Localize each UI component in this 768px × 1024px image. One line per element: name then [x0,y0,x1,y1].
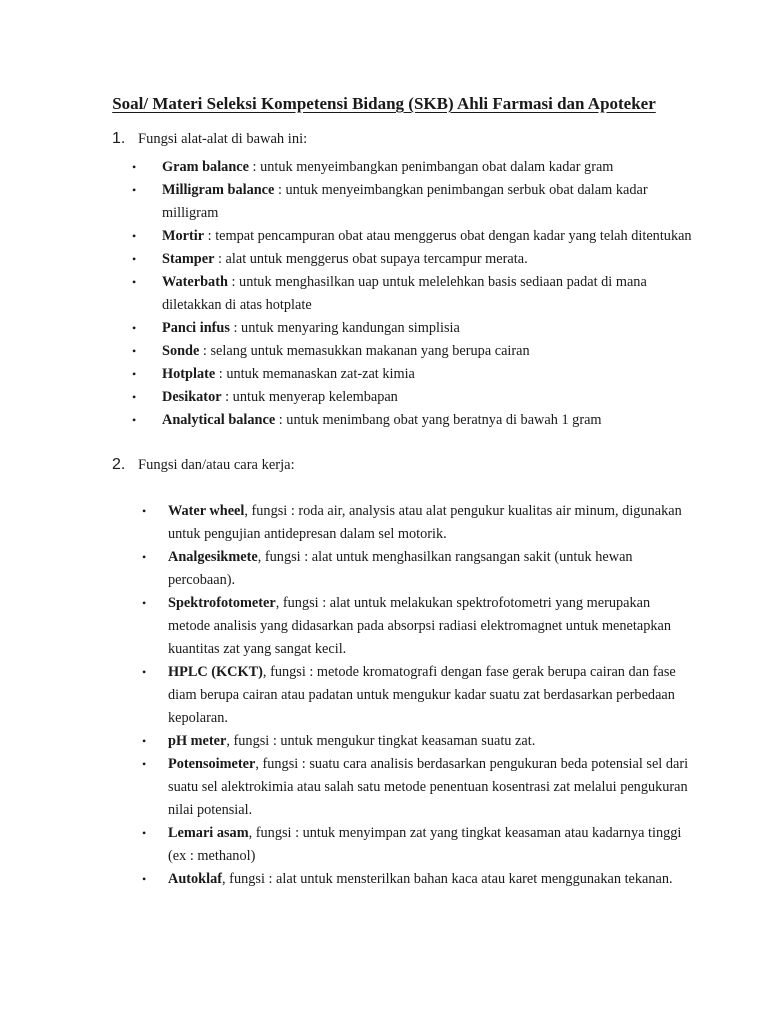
section-number: 1. [112,130,126,147]
bullet-icon: • [142,550,147,564]
item-description: : untuk menghasilkan uap untuk melelehkan basis sediaan padat di mana diletakkan di atas hotplate [162,274,647,313]
item-description: : untuk menyeimbangkan penimbangan obat dalam kadar gram [248,159,614,175]
document-title: Soal/ Materi Seleksi Kompetensi Bidang (SKB) Ahli Farmasi dan Apoteker [112,94,656,113]
section-heading [112,456,692,482]
section-alat-fungsi [112,130,692,432]
instrument-list [142,500,692,891]
list-item [132,248,692,271]
item-description: , fungsi : untuk mengukur tingkat keasaman suatu zat. [226,733,536,749]
bullet-icon: • [132,367,137,381]
item-description: : untuk menyerap kelembapan [221,389,398,405]
section-number: 2. [112,456,126,473]
item-description: , fungsi : metode kromatografi dengan fase gerak berupa cairan dan fase diam berupa cairan atau padatan untuk mengukur kadar suatu zat berdasarkan perbedaan kepolaran. [168,664,676,726]
list-item [142,661,692,730]
item-term: Spektrofotometer [168,595,276,611]
bullet-icon: • [132,344,137,358]
bullet-icon: • [132,390,137,404]
item-description: : alat untuk menggerus obat supaya tercampur merata. [214,251,528,267]
list-item [132,179,692,225]
list-item [132,340,692,363]
item-term: Sonde [162,343,200,359]
list-item [132,409,692,432]
bullet-icon: • [132,160,137,174]
item-term: Hotplate [162,366,216,382]
item-term: Water wheel [168,503,245,519]
item-term: Waterbath [162,274,228,290]
list-item [132,386,692,409]
item-term: Stamper [162,251,215,267]
item-description: : tempat pencampuran obat atau menggerus obat dengan kadar yang telah ditentukan [204,228,692,244]
bullet-icon: • [142,757,147,771]
list-item [142,592,692,661]
list-item [142,500,692,546]
item-term: Analgesikmete [168,549,258,565]
equipment-list [132,156,692,432]
item-term: Lemari asam [168,825,249,841]
list-item [142,822,692,868]
bullet-icon: • [132,229,137,243]
item-term: Milligram balance [162,182,275,198]
item-term: Potensoimeter [168,756,256,772]
item-description: , fungsi : alat untuk mensterilkan bahan kaca atau karet menggunakan tekanan. [222,871,673,887]
list-item [132,271,692,317]
bullet-icon: • [142,504,147,518]
section-title: Fungsi alat-alat di bawah ini: [138,131,308,147]
item-description: , fungsi : roda air, analysis atau alat pengukur kualitas air minum, digunakan untuk pengujian antidepresan dalam sel motorik. [168,503,682,542]
item-description: , fungsi : alat untuk melakukan spektrofotometri yang merupakan metode analisis yang didasarkan pada absorpsi radiasi elektromagnet untuk menetapkan kuantitas zat yang sangat kecil. [168,595,672,657]
bullet-icon: • [142,596,147,610]
list-item [132,363,692,386]
bullet-icon: • [142,665,147,679]
bullet-icon: • [132,252,137,266]
list-item [142,546,692,592]
list-item [132,225,692,248]
bullet-icon: • [132,413,137,427]
item-description: : untuk menyaring kandungan simplisia [229,320,460,336]
bullet-icon: • [142,734,147,748]
bullet-icon: • [132,275,137,289]
item-description: : untuk menyeimbangkan penimbangan serbuk obat dalam kadar milligram [162,182,648,221]
bullet-icon: • [142,872,147,886]
section-heading [112,130,692,156]
bullet-icon: • [142,826,147,840]
item-term: Gram balance [162,159,249,175]
item-term: Panci infus [162,320,230,336]
item-term: pH meter [168,733,227,749]
bullet-icon: • [132,321,137,335]
item-description: : untuk menimbang obat yang beratnya di bawah 1 gram [275,412,602,428]
section-title: Fungsi dan/atau cara kerja: [138,457,295,473]
item-term: HPLC (KCKT) [168,664,263,680]
item-description: , fungsi : untuk menyimpan zat yang tingkat keasaman atau kadarnya tinggi (ex : methanol) [168,825,682,864]
item-description: , fungsi : alat untuk menghasilkan rangsangan sakit (untuk hewan percobaan). [168,549,633,588]
list-item [142,730,692,753]
list-item [142,868,692,891]
list-item [132,317,692,340]
section-fungsi-cara-kerja [112,456,692,891]
item-description: : selang untuk memasukkan makanan yang berupa cairan [199,343,530,359]
list-item [132,156,692,179]
item-term: Mortir [162,228,205,244]
item-term: Autoklaf [168,871,223,887]
item-term: Desikator [162,389,222,405]
item-description: , fungsi : suatu cara analisis berdasarkan pengukuran beda potensial sel dari suatu sel alektrokimia atau salah satu metode penentuan kosentrasi zat melalui pengukuran nilai potensial. [168,756,689,818]
list-item [142,753,692,822]
item-description: : untuk memanaskan zat-zat kimia [215,366,415,382]
item-term: Analytical balance [162,412,276,428]
bullet-icon: • [132,183,137,197]
